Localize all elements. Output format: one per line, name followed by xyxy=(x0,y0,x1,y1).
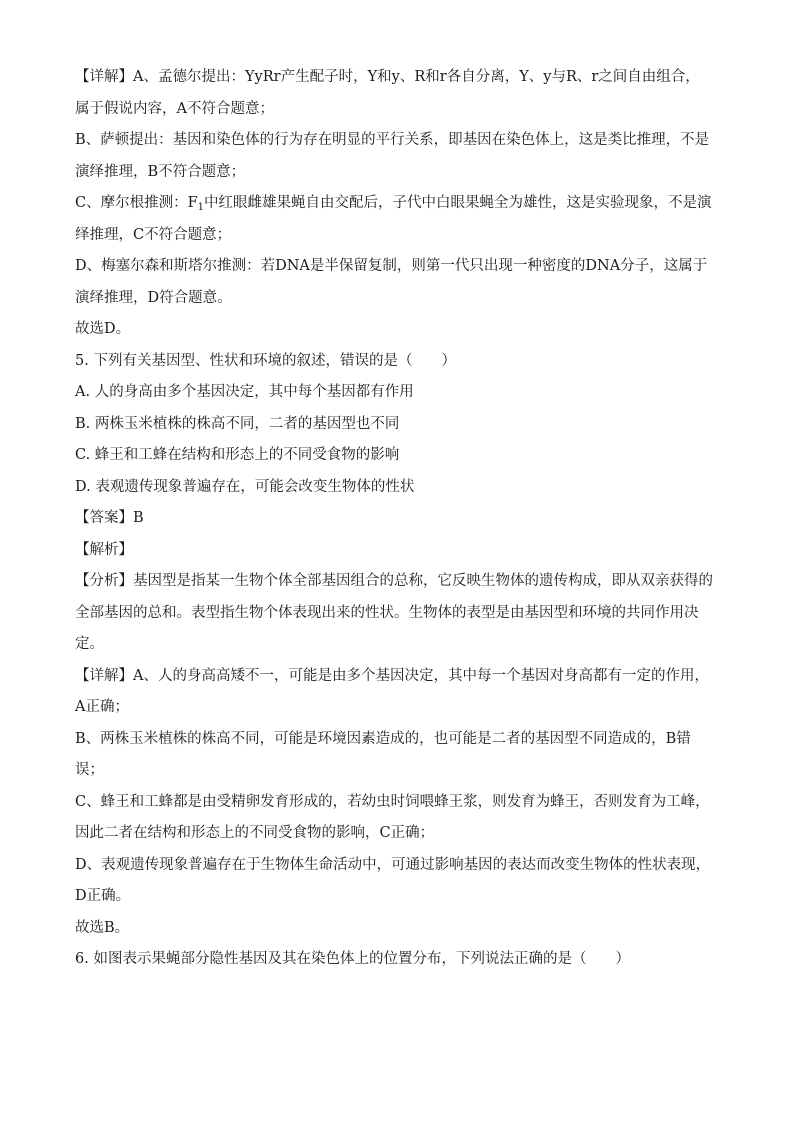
q4-detail-c-post: 中红眼雌雄果蝇自由交配后，子代中白眼果蝇全为雄性，这是实验现象，不是演绎推理，C不符合题意； xyxy=(75,195,712,243)
q5-fenxi: 【分析】基因型是指某一生物个体全部基因组合的总称，它反映生物体的遗传构成，即从双亲获得的全部基因的总和。表型指生物个体表现出来的性状。生物体的表型是由基因型和环境的共同作用决定。 xyxy=(75,573,713,652)
q5-detail-a: 【详解】A、人的身高高矮不一，可能是由多个基因决定，其中每一个基因对身高都有一定的作用，A正确； xyxy=(75,667,709,715)
q4-detail-c-pre: C、摩尔根推测：F xyxy=(75,195,198,211)
q5-detail-b: B、两株玉米植株的株高不同，可能是环境因素造成的，也可能是二者的基因型不同造成的，B错误； xyxy=(75,730,691,778)
q4-detail-c-sub: 1 xyxy=(197,202,205,213)
q5-conclusion: 故选B。 xyxy=(75,919,130,936)
q5-option-c: C. 蜂王和工蜂在结构和形态上的不同受食物的影响 xyxy=(75,447,400,463)
q4-conclusion: 故选D。 xyxy=(75,321,131,337)
q4-detail-c xyxy=(75,188,714,251)
q5-stem: 5. 下列有关基因型、性状和环境的叙述，错误的是（ ） xyxy=(75,352,456,369)
q4-detail-b: B、萨顿提出：基因和染色体的行为存在明显的平行关系，即基因在染色体上，这是类比推理，不是演绎推理，B不符合题意； xyxy=(75,132,710,180)
q5-detail-c: C、蜂王和工蜂都是由受精卵发育形成的，若幼虫时饲喂蜂王浆，则发育为蜂王，否则发育为工峰，因此二者在结构和形态上的不同受食物的影响，C正确； xyxy=(75,793,710,841)
q4-detail-a: 【详解】A、孟德尔提出：YyRr产生配子时，Y和y、R和r各自分离，Y、y与R、r之间自由组合，属于假说内容，A不符合题意； xyxy=(75,69,700,117)
q5-option-a: A. 人的身高由多个基因决定，其中每个基因都有作用 xyxy=(75,384,414,400)
q5-analysis-label: 【解析】 xyxy=(75,541,133,558)
q4-detail-d: D、梅塞尔森和斯塔尔推测：若DNA是半保留复制，则第一代只出现一种密度的DNA分子，这属于演绎推理，D符合题意。 xyxy=(75,258,708,306)
q5-option-d: D. 表观遗传现象普遍存在，可能会改变生物体的性状 xyxy=(75,478,415,495)
q6-stem: 6. 如图表示果蝇部分隐性基因及其在染色体上的位置分布，下列说法正确的是（ ） xyxy=(75,951,630,967)
q5-answer: 【答案】B xyxy=(75,510,144,526)
q5-detail-d: D、表观遗传现象普遍存在于生物体生命活动中，可通过影响基因的表达而改变生物体的性状表现，D正确。 xyxy=(75,856,711,904)
q5-option-b: B. 两株玉米植株的株高不同，二者的基因型也不同 xyxy=(75,415,400,432)
